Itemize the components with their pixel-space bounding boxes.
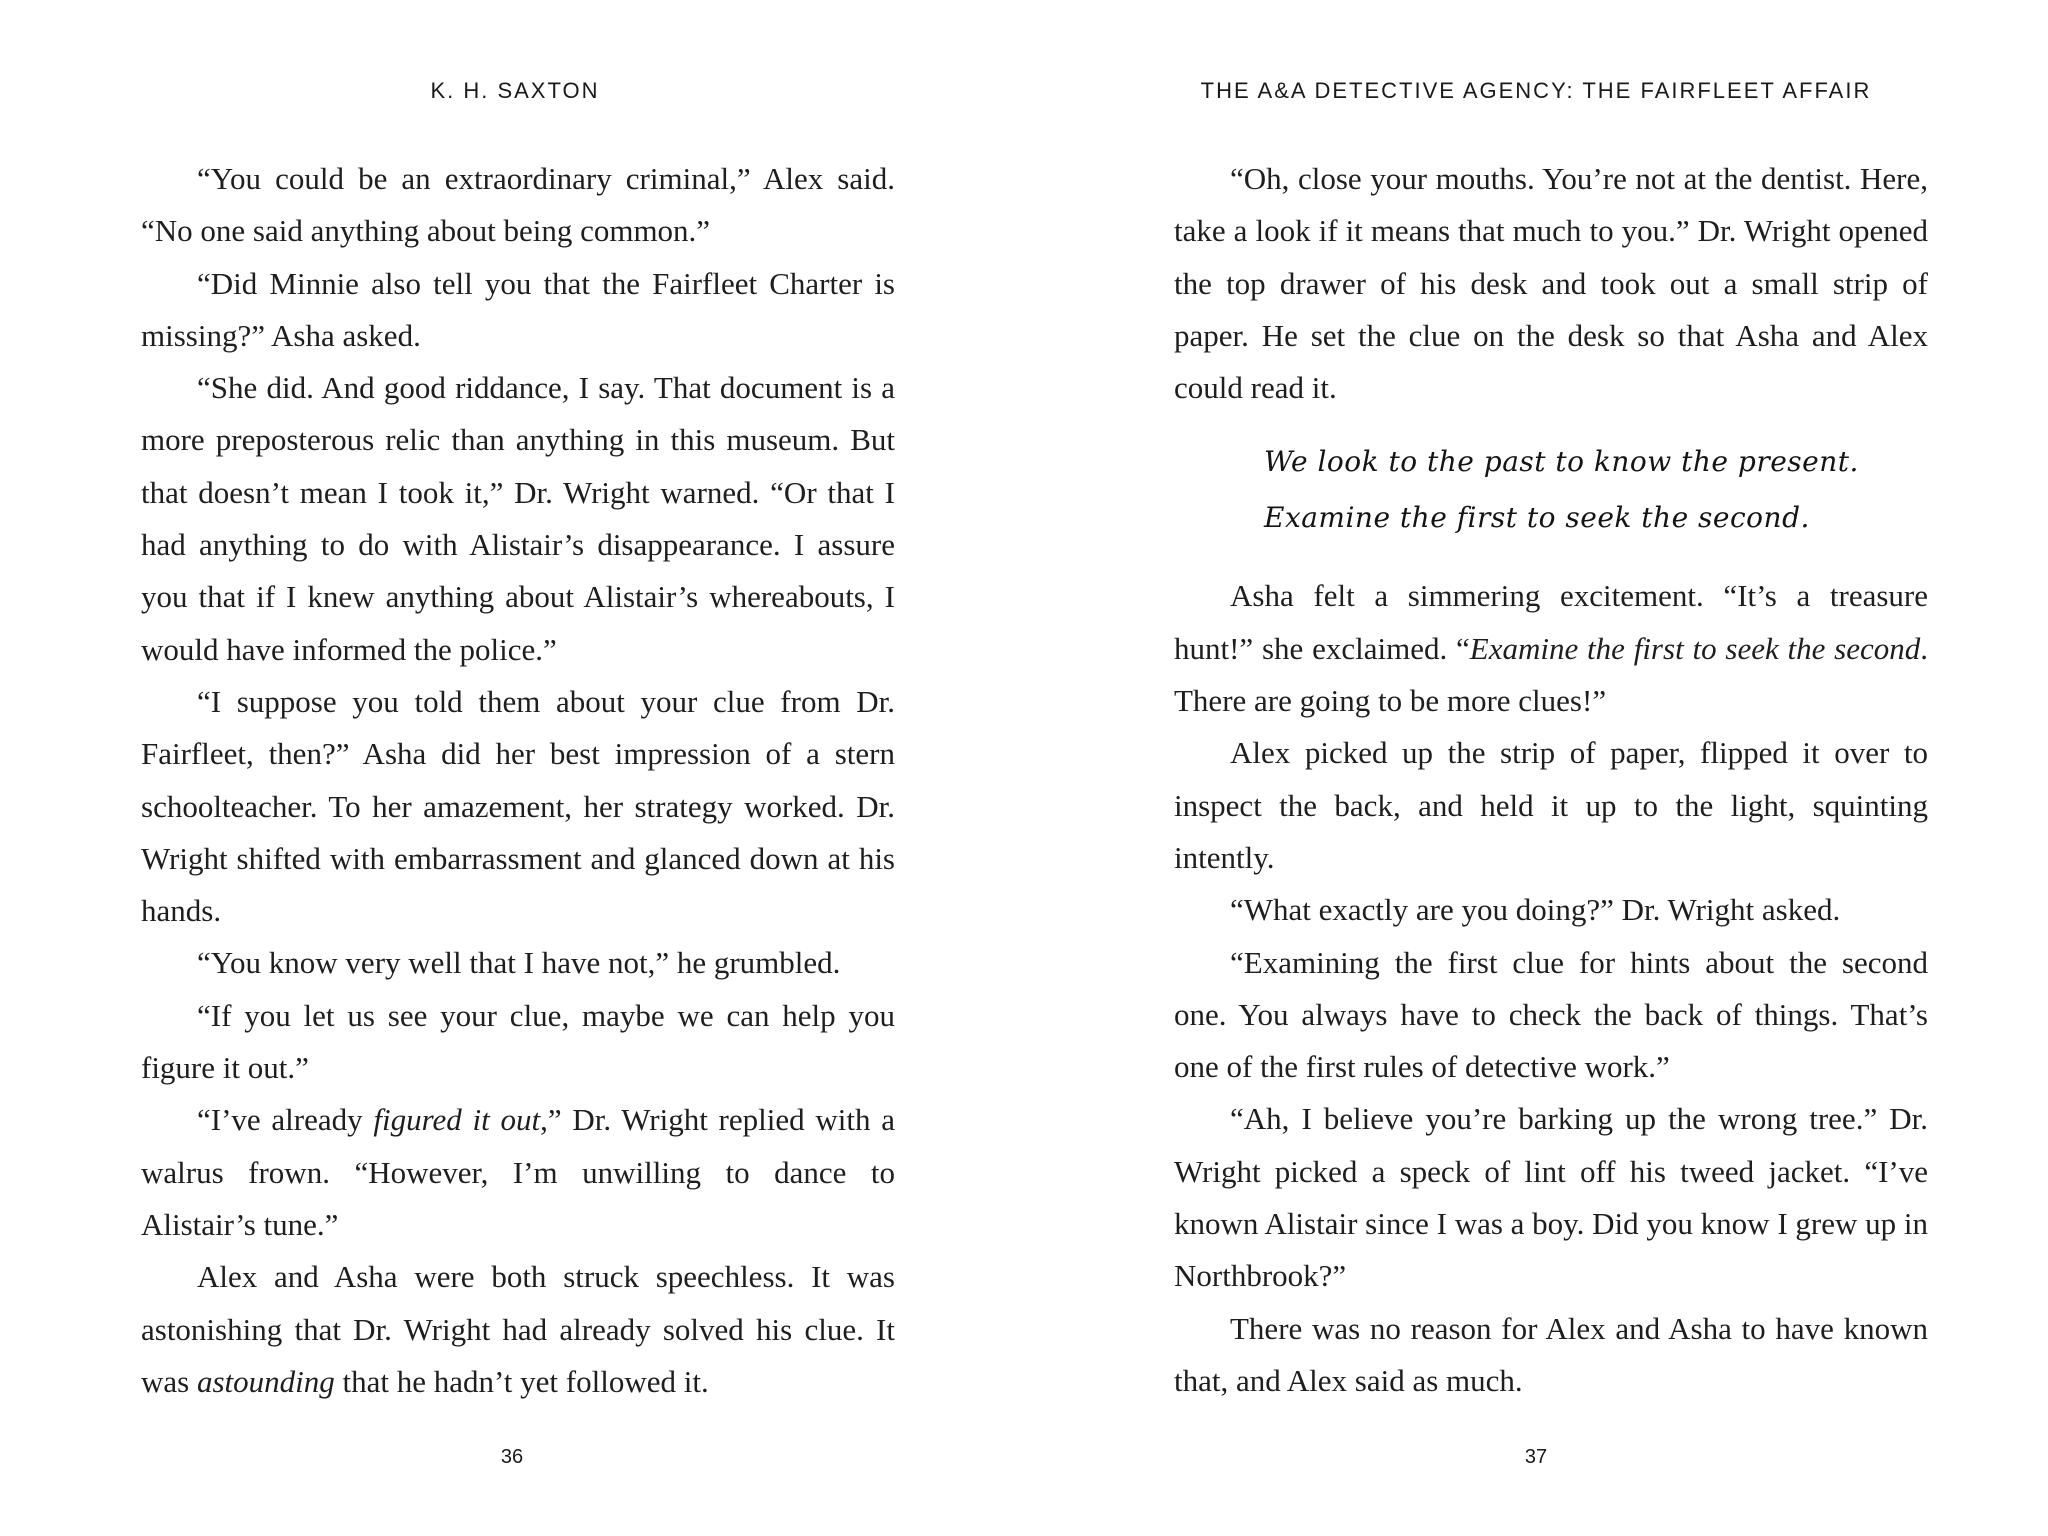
text-span: “I’ve already: [197, 1102, 374, 1138]
paragraph: [1174, 570, 1928, 727]
paragraph: [141, 1094, 895, 1251]
clue-line-1: We look to the past to know the present.: [1264, 445, 1859, 479]
italic-phrase: Examine the first to seek the second: [1469, 630, 1921, 666]
paragraph: “Ah, I believe you’re barking up the wrong tree.” Dr. Wright picked a speck of lint off his tweed jacket. “I’ve known Alistair since I was a boy. Did you know I grew up in Northbrook?”: [1174, 1101, 1928, 1294]
italic-word: astounding: [196, 1363, 335, 1399]
paragraph: Alex picked up the strip of paper, flipped it over to inspect the back, and held it up to the light, squinting intently.: [1174, 735, 1928, 875]
text-span: Asha felt a simmering excitement. “It’s a treasure hunt!” she exclaimed. “: [1174, 578, 1928, 666]
paragraph: “Examining the first clue for hints about the second one. You always have to check the back of things. That’s one of the first rules of detective work.”: [1174, 944, 1928, 1085]
right-text-block: [1174, 153, 1928, 1407]
text-span: Alex and Asha were both struck speechless. It was astonishing that Dr. Wright had already solved his clue. It was: [141, 1259, 895, 1399]
page-number: 37: [1524, 1446, 1548, 1468]
paragraph: “You know very well that I have not,” he grumbled.: [197, 945, 841, 981]
clue-note: [1264, 434, 1928, 546]
text-span: that he hadn’t yet followed it.: [334, 1363, 709, 1399]
paragraph: “Did Minnie also tell you that the Fairfleet Charter is missing?” Asha asked.: [141, 265, 895, 353]
paragraph: “You could be an extraordinary criminal,” Alex said. “No one said anything about being common.”: [141, 161, 895, 249]
paragraph: “If you let us see your clue, maybe we can help you figure it out.”: [141, 997, 895, 1086]
page-number: 36: [500, 1446, 524, 1468]
right-page: [1024, 0, 2048, 1536]
text-span: ,” Dr. Wright replied with a walrus frown. “However, I’m unwilling to dance to Alistair’s tune.”: [141, 1102, 895, 1242]
paragraph: “She did. And good riddance, I say. That document is a more preposterous relic than anything in this museum. But that doesn’t mean I took it,” Dr. Wright warned. “Or that I had anything to do with Alistair’s disappearance. I assure you that if I knew anything about Alistair’s whereabouts, I would have informed the police.”: [141, 370, 895, 667]
paragraph: [141, 1251, 895, 1408]
paragraph: “I suppose you told them about your clue from Dr. Fairfleet, then?” Asha did her best impression of a stern schoolteacher. To her amazement, her strategy worked. Dr. Wright shifted with embarrassment and glanced down at his hands.: [141, 683, 895, 929]
italic-phrase: figured it out: [373, 1102, 541, 1138]
running-head-title: THE A&A DETECTIVE AGENCY: THE FAIRFLEET AFFAIR: [1200, 78, 1872, 103]
text-span: . There are going to be more clues!”: [1174, 630, 1929, 719]
clue-line-2: Examine the first to seek the second.: [1264, 501, 1810, 535]
running-head-author: K. H. SAXTON: [430, 78, 600, 103]
paragraph: “What exactly are you doing?” Dr. Wright asked.: [1230, 892, 1841, 928]
paragraph: “Oh, close your mouths. You’re not at the dentist. Here, take a look if it means that much to you.” Dr. Wright opened the top drawer of his desk and took out a small strip of paper. He set the clue on the desk so that Asha and Alex could read it.: [1174, 161, 1928, 406]
paragraph: There was no reason for Alex and Asha to have known that, and Alex said as much.: [1174, 1310, 1928, 1398]
left-text-block: [141, 153, 895, 1408]
